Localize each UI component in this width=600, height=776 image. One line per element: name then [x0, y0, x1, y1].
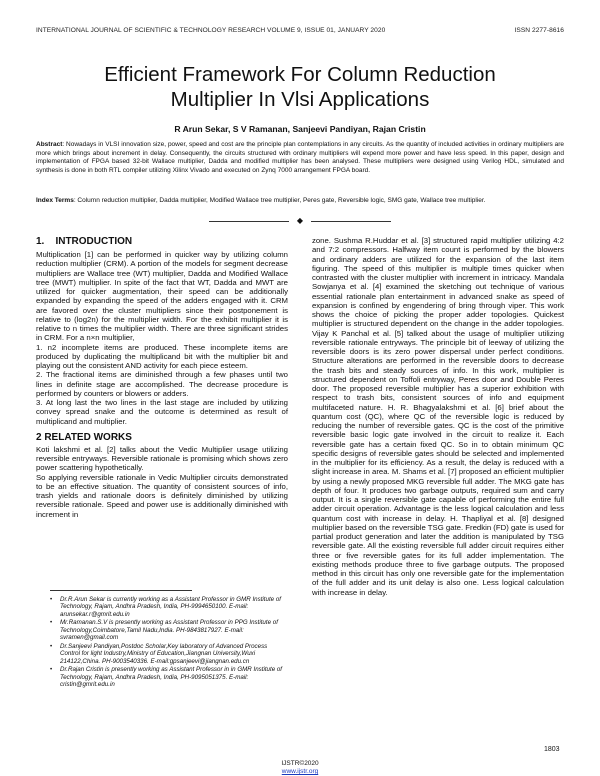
footnote-item — [36, 666, 288, 688]
page-footer — [0, 760, 600, 776]
footer-code: IJSTR©2020 — [281, 760, 319, 767]
footnote-text: Dr.R.Arun Sekar is currently working as a Assistant Professor in GMR Institute of Technology, Rajam, Andhra Pradesh, India, PH-9994650100. E-mail: arunsekar.r@gmrit.edu.in — [60, 596, 281, 618]
intro-paragraph-1: Multiplication [1] can be performed in quicker way by utilizing column reduction multiplier (CRM). A portion of the models for segment decrease multipliers are Wallace tree (WT) multiplier, Dadda and Modified Wallace tree (MWT) multiplier. In spite of the fact that WT, Dadda and MWT are utilized for quicker augmentation, their speed can be additionally expanded by expanding the speed of the adders engaged with it. CRM are favored over the cluster multipliers since their postponement is relative to (log2n) for the multiplier width. For the exhibit multiplier it is relative to n times the multiplier width. There are three significant strides in CRM. For a n×n multiplier, — [36, 250, 288, 343]
footer-url-link[interactable]: www.ijstr.org — [281, 768, 319, 775]
intro-paragraph-2: 1. n2 incomplete items are produced. These incomplete items are produced by duplicating the multiplicand bit with the multiplier bit and playing out the consistent AND activity for each piece esteem. — [36, 342, 288, 370]
related-paragraph-2: So applying reversible rationale in Vedic Multiplier circuits demonstrated to be an effective situation. The quantity of consistent sources of info, trash yields and rationale doors is definitely diminished by utilizing reversible rationale. Speed and power use is additionally diminished with increment in — [36, 472, 288, 519]
intro-paragraph-4: 3. At long last the two lines in the last stage are included by utilizing convey spread snake and the outcome is determined as result of multiplicand and multiplier. — [36, 398, 288, 426]
ornament-rule-right — [311, 221, 391, 222]
related-works-heading: 2 RELATED WORKS — [36, 431, 132, 443]
index-terms — [36, 197, 564, 206]
footnote-text: Dr.Rajan Cristin is presently working as Assistant Professor in in GMR Institute of Technology, Rajam, Andhra Pradesh, India, PH-9095051375. E-mail: cristin@gmrit.edu.in — [60, 666, 283, 688]
journal-header: INTERNATIONAL JOURNAL OF SCIENTIFIC & TECHNOLOGY RESEARCH VOLUME 9, ISSUE 01, JANUARY 2020 — [36, 27, 386, 34]
ornament-rule-left — [209, 221, 289, 222]
title-line-2: Multiplier In Vlsi Applications — [170, 88, 430, 111]
abstract-text: : Nowadays in VLSI innovation size, power, speed and cost are the principle plan contemplations in any circuits. As the quantity of included activities in ordinary multipliers are more which brings about increment in delay. Consequently, the circuits structured with ordinary multipliers will expend more power and have less speed. In this paper, design and implementation of FPGA based 32-bit Wallace multiplier, Dadda and modified multiplier has been analysed. These multipliers were designed using Verilog HDL, simulated and synthesis is done in both RTL compiler utilizing Xilinx Vivado and executed on Zynq 7000 arrangement FPGA board. — [36, 141, 564, 175]
left-column — [36, 236, 288, 519]
footnote-item — [36, 643, 288, 665]
author-list: R Arun Sekar, S V Ramanan, Sanjeevi Pandiyan, Rajan Cristin — [174, 124, 426, 134]
index-terms-label: Index Terms — [36, 197, 74, 204]
right-paragraph-1: zone. Sushma R.Huddar et al. [3] structured rapid multiplier utilizing 4:2 and 7:2 compressors. Halfway item count is performed by the blowers and ordinary adders are utilized for the expansion of the last item figuring. The speed of this multiplier is multiple times quicker when contrasted with the cluster multiplier with increment in intricacy. Mandala Sowjanya et al. [4] examined the sketching out technique of various essential rationale plan entertainment in advanced snake as speed of expansion is confined by engendering of bring through viper. This work shows the choice of picking the proper adder topologies. Quickest multiplier is structured dependent on the change in the adder topologies. Vijay K Panchal et al. [5] talked about the usage of multiplier utilizing reversible rationale entryways. The principle bit of leeway of utilizing the reversible doors is its zero power dispersal under perfect conditions. Structure alterations are performed in the reversible doors to decrease the trash bits and steady sources of info. In this work, multiplier is structured dependent on Toffoli entryway, Peres door and Double Peres door. The proposed reversible multiplier has a superior exhibition with respect to trash bits, consistent sources of info and equipment multifaceted nature. H. R. Bhagyalakshmi et al. [6] brief about the quantum cost (QC), where QC of the reversible logic is reduced by reducing the number of reversible gates. QC is the cost of the primitive reversible basic logic gate involved in the circuit to realize it. Each reversible gate has a certain fixed QC. So in to obtain minimum QC specific designs of reversible gates should be selected and implemented in the multiplier for its efficiency. As a result, the delay is reduced with a slight increase in area. M. Shams et al. [7] proposed an efficient multiplier by using a newly proposed MKG reversible full adder. The MKG gate has depth of four. It produces two garbage outputs, required sum and carry output. It is a single reversible gate capable of performing the entire full adder circuit operation. Advantage is the less logical calculation and less quantum cost with increase in delay. H. Thapliyal et al. [8] designed multiplier based on the reversible TSG gate. Fredkin (FD) gate is used for partial product generation and later the addition is manipulated by TSG reversible gate. All the existing reversible full adder circuit requires either three or five reversible gates for its full adder implementation. The existing methods produce three to five garbage outputs. The proposed method in this circuit has only one reversible gate for the implementation of the full adder and its unit delay is also one. Less logical calculation with increase in delay. — [312, 236, 564, 597]
diamond-icon: ◆ — [296, 216, 304, 225]
running-header — [36, 27, 564, 34]
author-footnotes — [36, 596, 288, 689]
introduction-heading: 1. INTRODUCTION — [36, 236, 133, 247]
related-paragraph-1: Koti lakshmi et al. [2] talks about the Vedic Multiplier usage utilizing reversible entryways. Reversible rationale is promising which shows zero power scattering hypothetically. — [36, 444, 288, 473]
right-column — [312, 236, 564, 597]
title-line-1: Efficient Framework For Column Reduction — [104, 63, 496, 86]
page-number: 1803 — [544, 746, 560, 753]
footnote-text: Dr.Sanjeevi Pandiyan,Postdoc Scholar,Key laboratory of Advanced Process Control for light Industry,Ministry of Education,Jiangnan University,Wuxi 214122,China. PH-9003540336. E-mail:gpsanjeevi@jiangnan.edu.cn — [60, 642, 268, 665]
footnote-text: Mr.Ramanan.S.V is presently working as Assistant Professor in PPG Institute of Technology,Coimbatore,Tamil Nadu,India. PH-9843817927. E-mail: svramen@gmail.com — [60, 619, 278, 642]
abstract — [36, 141, 564, 176]
bullet-icon: • — [50, 619, 53, 627]
index-terms-text: : Column reduction multiplier, Dadda multiplier, Modified Wallace tree multiplier, Peres gate, Reversible logic, SMG gate, Wallace tree multiplier. — [73, 197, 486, 204]
intro-paragraph-3: 2. The fractional items are diminished through a few phases until two lines in definite stage are accomplished. The decrease procedure is performed by counters or blowers or adders. — [36, 370, 288, 398]
section-ornament — [0, 217, 600, 225]
bullet-icon: • — [50, 596, 53, 603]
footnote-item — [36, 619, 288, 641]
footnote-item — [36, 596, 288, 618]
issn-header: ISSN 2277-8616 — [514, 27, 564, 34]
abstract-label: Abstract — [36, 141, 63, 148]
bullet-icon: • — [50, 666, 53, 674]
footnote-rule — [50, 590, 192, 591]
bullet-icon: • — [50, 642, 53, 650]
paper-title — [36, 62, 564, 112]
